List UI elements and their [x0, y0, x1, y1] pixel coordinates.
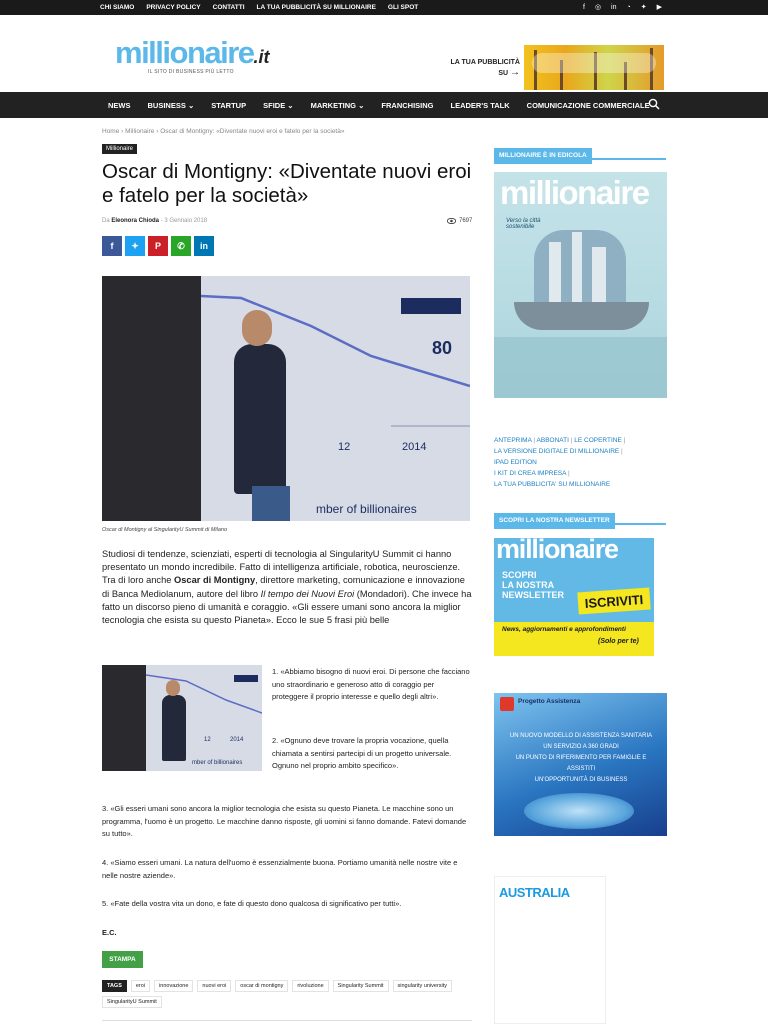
ad-label-line2: SU	[498, 70, 509, 77]
author-link[interactable]: Eleonora Chioda	[111, 218, 160, 224]
top-link-pubblicita[interactable]: LA TUA PUBBLICITÀ SU MILLIONAIRE	[256, 4, 376, 11]
thumb-speaker-figure	[162, 695, 186, 761]
chevron-down-icon: ⌄	[187, 100, 195, 110]
sidebar-edicola-header	[494, 144, 666, 160]
article-hero-image	[102, 276, 470, 521]
intro-highlight-name: Oscar di Montigny	[174, 575, 256, 586]
thumb-slide-year-2: 2014	[230, 737, 244, 743]
magazine-cover[interactable]	[494, 172, 667, 398]
thumb-dark-backdrop	[102, 665, 146, 771]
thumb-slide-text: mber of billionaires	[192, 760, 243, 766]
ad-brand: Progetto Assistenza	[518, 698, 581, 705]
intro-text-2: , direttore marketing, comunicazione e innovazione di Banca Mediolanum, autore del libro	[102, 575, 465, 599]
ad-copy-line: UN NUOVO MODELLO DI ASSISTENZA SANITARIA	[509, 733, 653, 739]
cover-tower	[549, 242, 561, 302]
quote-3: 3. «Gli esseri umani sono ancora la miglior tecnologia che esista su questo Pianeta. Le macchine sono un programma, l'uomo è un progetto. Le macchine danno risposte, gli uomini si fanno domande. Fatevi domande su tutto».	[102, 804, 467, 838]
tag-link[interactable]: innovazione	[154, 980, 193, 992]
nav-item-startup[interactable]: STARTUP	[211, 100, 247, 110]
breadcrumb-millionaire[interactable]: Millionaire	[125, 128, 155, 135]
ad-copy-line: UN'OPPORTUNITÀ DI BUSINESS	[534, 777, 628, 783]
tag-link[interactable]: oscar di montigny	[235, 980, 288, 992]
chevron-down-icon: ⌄	[287, 100, 294, 110]
sidebar-link-versione-digitale[interactable]: LA VERSIONE DIGITALE DI MILLIONAIRE	[494, 448, 620, 455]
nl-headline	[502, 570, 564, 600]
chevron-down-icon: ⌄	[358, 100, 365, 110]
by-label: Da	[102, 218, 110, 224]
nav-item-marketing[interactable]: MARKETING ⌄	[310, 100, 365, 110]
ad-hands-illustration	[524, 793, 634, 829]
nav-item-comunicazione[interactable]: COMUNICAZIONE COMMERCIALE	[526, 100, 650, 110]
print-button[interactable]: STAMPA	[102, 951, 143, 968]
article-meta	[102, 218, 207, 224]
sidebar-link-copertine[interactable]: LE COPERTINE	[574, 437, 622, 444]
progetto-assistenza-ad[interactable]	[494, 693, 667, 836]
nl-line-1: SCOPRI	[502, 570, 537, 580]
eye-icon	[447, 218, 456, 224]
nl-subtext-2: (Solo per te)	[598, 638, 639, 645]
image-caption: Oscar di Montigny al SingularityU Summit di Milano	[102, 527, 228, 533]
newsletter-banner[interactable]	[494, 538, 654, 656]
tag-link[interactable]: eroi	[131, 980, 150, 992]
ad-copy-line: UN PUNTO DI RIFERIMENTO PER FAMIGLIE E ASSISTITI	[515, 755, 647, 772]
article-inline-image	[102, 665, 262, 771]
nl-masthead: millionaire	[496, 538, 618, 564]
top-link-contatti[interactable]: CONTATTI	[212, 4, 245, 11]
tag-link[interactable]: singularity university	[393, 980, 453, 992]
instagram-icon[interactable]: ◎	[594, 4, 602, 11]
intro-text-3: (Mondadori). Che invece ha fatto un discorso pieno di umanità e coraggio. «Gli essere umani sono ancora la miglior tecnologia che esista su questo Pianeta». Ecco le sue 5 frasi più belle	[102, 588, 472, 626]
category-badge[interactable]: Millionaire	[102, 144, 137, 154]
rss-icon[interactable]: ◔	[626, 4, 631, 11]
tag-link[interactable]: nuovi eroi	[197, 980, 231, 992]
hero-dark-backdrop	[102, 276, 201, 521]
speaker-jeans	[252, 486, 290, 521]
sidebar-link-anteprima[interactable]: ANTEPRIMA	[494, 437, 532, 444]
nav-item-news[interactable]: NEWS	[108, 100, 131, 110]
breadcrumb	[102, 128, 344, 135]
top-links	[100, 0, 418, 15]
cover-whale	[514, 302, 649, 330]
article-intro	[102, 548, 472, 627]
search-icon[interactable]	[648, 98, 660, 110]
article-signature: E.C.	[102, 928, 117, 937]
australia-ad[interactable]	[494, 876, 606, 1024]
breadcrumb-home[interactable]: Home	[102, 128, 120, 135]
site-logo[interactable]	[115, 35, 270, 75]
intro-book-title: Il tempo dei Nuovi Eroi	[260, 588, 355, 599]
logo-tagline: IL SITO DI BUSINESS PIÙ LETTO	[148, 69, 234, 75]
tag-link[interactable]: rivoluzione	[292, 980, 328, 992]
twitter-icon[interactable]: ✦	[640, 4, 647, 11]
cover-masthead: millionaire	[500, 174, 649, 211]
nl-line-2: LA NOSTRA	[502, 580, 555, 590]
linkedin-share-button[interactable]: in	[194, 236, 214, 256]
top-link-spot[interactable]: GLI SPOT	[387, 4, 419, 11]
hero-slide-number: 80	[432, 338, 453, 358]
breadcrumb-separator: ›	[121, 128, 126, 135]
facebook-share-button[interactable]: f	[102, 236, 122, 256]
share-buttons	[102, 236, 214, 256]
quote-4: 4. «Siamo esseri umani. La natura dell'uomo è essenzialmente buona. Portiamo umanità nelle nostre vite e nelle nostre aziende».	[102, 858, 458, 880]
nav-item-franchising[interactable]: FRANCHISING	[381, 100, 434, 110]
main-nav	[0, 92, 768, 118]
nl-line-3: NEWSLETTER	[502, 590, 564, 600]
hero-slide-year-1: 12	[338, 441, 351, 453]
twitter-share-button[interactable]: ✦	[125, 236, 145, 256]
ad-label-line1: LA TUA PUBBLICITÀ	[450, 59, 520, 66]
sidebar-newsletter-header	[494, 509, 666, 525]
quote-1: 1. «Abbiamo bisogno di nuovi eroi. Di persone che facciano uno straordinario e generoso atto di coraggio per proteggere il proprio interesse e quello degli altri».	[272, 667, 470, 701]
australia-ad-title: AUSTRALIA	[499, 885, 570, 900]
top-link-chi-siamo[interactable]: CHI SIAMO	[100, 4, 135, 11]
sidebar-edicola-title: MILLIONAIRE È IN EDICOLA	[494, 148, 592, 164]
cover-tower	[592, 247, 606, 302]
thumb-slide-year-1: 12	[204, 737, 211, 743]
linkedin-icon[interactable]: in	[611, 4, 617, 11]
logo-suffix: .it	[253, 47, 270, 67]
tag-link[interactable]: SingularityU Summit	[102, 996, 162, 1008]
sidebar-link-ipad[interactable]: IPAD EDITION	[494, 459, 537, 466]
ad-copy	[502, 731, 660, 786]
nav-item-sfide[interactable]: SFIDE ⌄	[263, 100, 294, 110]
logo-word: millionaire	[115, 35, 254, 70]
sidebar-link-list: ANTEPRIMA | ABBONATI | LE COPERTINE | LA VERSIONE DIGITALE DI MILLIONAIRE | IPAD EDITION I KIT DI CREA IMPRESA | LA TUA PUBBLICITA' SU MILLIONAIRE	[494, 437, 626, 488]
banner-logo-shape	[532, 53, 656, 73]
intro-text-1: Studiosi di tendenze, scienziati, esperti di tecnologia al SingularityU Summit ci hanno presentato un mondo incredibile. Fatto di intelligenza artificiale, robotica, neuroscienze. Tra di loro anche	[102, 549, 461, 586]
meta-separator: -	[160, 218, 165, 224]
hero-slide-text: mber of billionaires	[316, 502, 417, 516]
top-link-privacy[interactable]: PRIVACY POLICY	[146, 4, 201, 11]
pinterest-share-button[interactable]: P	[148, 236, 168, 256]
view-count-value: 7697	[459, 218, 473, 224]
header-ad-banner[interactable]	[524, 45, 664, 90]
nav-item-business[interactable]: BUSINESS ⌄	[147, 100, 195, 110]
quote-2: 2. «Ognuno deve trovare la propria vocazione, quella chiamata a sentirsi partecipi di un progetto universale. Ognuno nel proprio ambito specifico».	[272, 736, 452, 770]
tag-list	[102, 980, 472, 1008]
nav-items	[108, 92, 650, 118]
divider	[102, 1020, 472, 1021]
nl-subtext: News, aggiornamenti e approfondimenti	[502, 626, 626, 633]
speaker-head	[242, 310, 272, 346]
ad-copy-line: UN SERVIZIO A 360 GRADI	[543, 744, 619, 750]
sidebar-link-pubblicita[interactable]: LA TUA PUBBLICITA' SU MILLIONAIRE	[494, 481, 611, 488]
sidebar-link-kit[interactable]: I KIT DI CREA IMPRESA	[494, 470, 567, 477]
sidebar-newsletter-title: SCOPRI LA NOSTRA NEWSLETTER	[494, 513, 615, 529]
cover-tower	[572, 232, 582, 302]
nav-item-leaders-talk[interactable]: LEADER'S TALK	[450, 100, 510, 110]
cover-subtitle: Verso la città sostenibile	[506, 218, 541, 230]
whatsapp-share-button[interactable]: ✆	[171, 236, 191, 256]
breadcrumb-current: Oscar di Montigny: «Diventate nuovi eroi e fatelo per la società»	[160, 128, 345, 135]
article-title: Oscar di Montigny: «Diventate nuovi eroi e fatelo per la società»	[102, 160, 472, 207]
thumb-speaker-head	[166, 680, 180, 696]
tag-link[interactable]: Singularity Summit	[333, 980, 389, 992]
ad-logo-icon	[500, 697, 514, 711]
sidebar-link-abbonati[interactable]: ABBONATI	[536, 437, 569, 444]
breadcrumb-separator: ›	[156, 128, 161, 135]
ad-label[interactable]	[446, 58, 520, 79]
nl-subscribe-button[interactable]: ISCRIVITI	[577, 588, 650, 615]
hero-slide-year-2: 2014	[402, 441, 427, 453]
social-links	[583, 0, 662, 15]
facebook-icon[interactable]: f	[582, 4, 585, 11]
cover-water	[494, 337, 667, 398]
article-date: 3 Gennaio 2018	[164, 218, 208, 224]
quote-5: 5. «Fate della vostra vita un dono, e fate di questo dono qualcosa di significativo per tutti».	[102, 899, 402, 908]
tags-label: TAGS	[102, 980, 127, 992]
speaker-figure	[234, 344, 286, 494]
arrow-right-icon: →	[510, 67, 520, 78]
top-bar	[0, 0, 768, 15]
view-count	[447, 218, 472, 224]
youtube-icon[interactable]: ▶	[656, 4, 662, 11]
